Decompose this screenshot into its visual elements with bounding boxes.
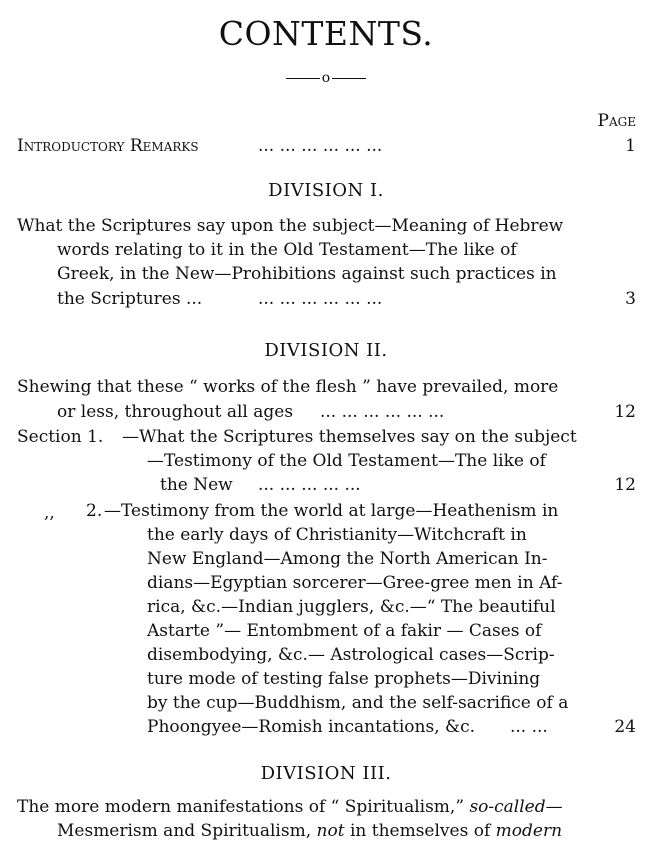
section-2-label: 2.: [86, 501, 103, 521]
page-title: CONTENTS.: [218, 14, 434, 53]
div1-line-2: words relating to it in the Old Testament—The like of: [57, 240, 517, 260]
div1-page: 3: [625, 289, 636, 309]
div3-line-2: [57, 820, 562, 842]
section-1-label: Section 1.: [17, 427, 104, 447]
section1-line-3: the New: [160, 475, 233, 495]
section2-line-9: by the cup—Buddhism, and the self-sacrifice of a: [147, 693, 569, 713]
div2-line-2: or less, throughout all ages: [57, 402, 294, 422]
section1-page: 12: [614, 475, 636, 495]
section2-line-1: —Testimony from the world at large—Heathenism in: [104, 501, 559, 521]
div3-line-2-italic-a: not: [316, 821, 345, 841]
section-2-ditto: ,,: [44, 503, 55, 523]
intro-leader: ... ... ... ... ... ...: [258, 136, 383, 156]
div3-line-1-dash: —: [545, 797, 563, 817]
section2-leader: ... ...: [510, 717, 548, 737]
section2-line-8: ture mode of testing false prophets—Divining: [147, 669, 541, 689]
title-ornament: [0, 70, 652, 86]
div3-line-1-text: The more modern manifestations of “ Spiritualism,”: [17, 797, 470, 817]
div1-leader: ... ... ... ... ... ...: [258, 289, 383, 309]
div2-line-1: Shewing that these “ works of the flesh ” have prevailed, more: [17, 377, 559, 397]
division-2-heading: DIVISION II.: [264, 340, 388, 361]
intro-label: Introductory Remarks: [17, 136, 199, 156]
section2-line-10: Phoongyee—Romish incantations, &c.: [147, 717, 476, 737]
div3-line-1-italic: so-called: [469, 797, 546, 817]
div3-line-2-text-b: in themselves of: [344, 821, 496, 841]
div2-leader: ... ... ... ... ... ...: [320, 402, 445, 422]
section2-line-3: New England—Among the North American In-: [147, 549, 548, 569]
div3-line-2-text-a: Mesmerism and Spiritualism,: [57, 821, 317, 841]
div1-line-1: What the Scriptures say upon the subject—Meaning of Hebrew: [17, 216, 564, 236]
section2-line-5: rica, &c.—Indian jugglers, &c.—“ The beautiful: [147, 597, 556, 617]
division-1-heading: DIVISION I.: [268, 180, 384, 201]
ornament-mark: o: [321, 70, 331, 86]
intro-page: 1: [625, 136, 636, 156]
ornament-rule-left: [286, 78, 320, 79]
div3-line-2-italic-b: modern: [495, 821, 563, 841]
section2-line-6: Astarte ”— Entombment of a fakir — Cases of: [147, 621, 542, 641]
ornament-rule-right: [332, 78, 366, 79]
page-column-header: Page: [597, 111, 636, 131]
div1-line-3: Greek, in the New—Prohibitions against such practices in: [57, 264, 557, 284]
section1-leader: ... ... ... ... ...: [258, 475, 361, 495]
section2-line-7: disembodying, &c.— Astrological cases—Scrip-: [147, 645, 555, 665]
div2-page: 12: [614, 402, 636, 422]
section1-line-1: —What the Scriptures themselves say on the subject: [122, 427, 577, 447]
div1-line-4: the Scriptures ...: [57, 289, 203, 309]
section2-line-2: the early days of Christianity—Witchcraft in: [147, 525, 527, 545]
division-3-heading: DIVISION III.: [260, 763, 392, 784]
section1-line-2: —Testimony of the Old Testament—The like of: [147, 451, 546, 471]
div3-line-1: [17, 796, 563, 818]
section2-page: 24: [614, 717, 636, 737]
section2-line-4: dians—Egyptian sorcerer—Gree-gree men in Af-: [147, 573, 563, 593]
